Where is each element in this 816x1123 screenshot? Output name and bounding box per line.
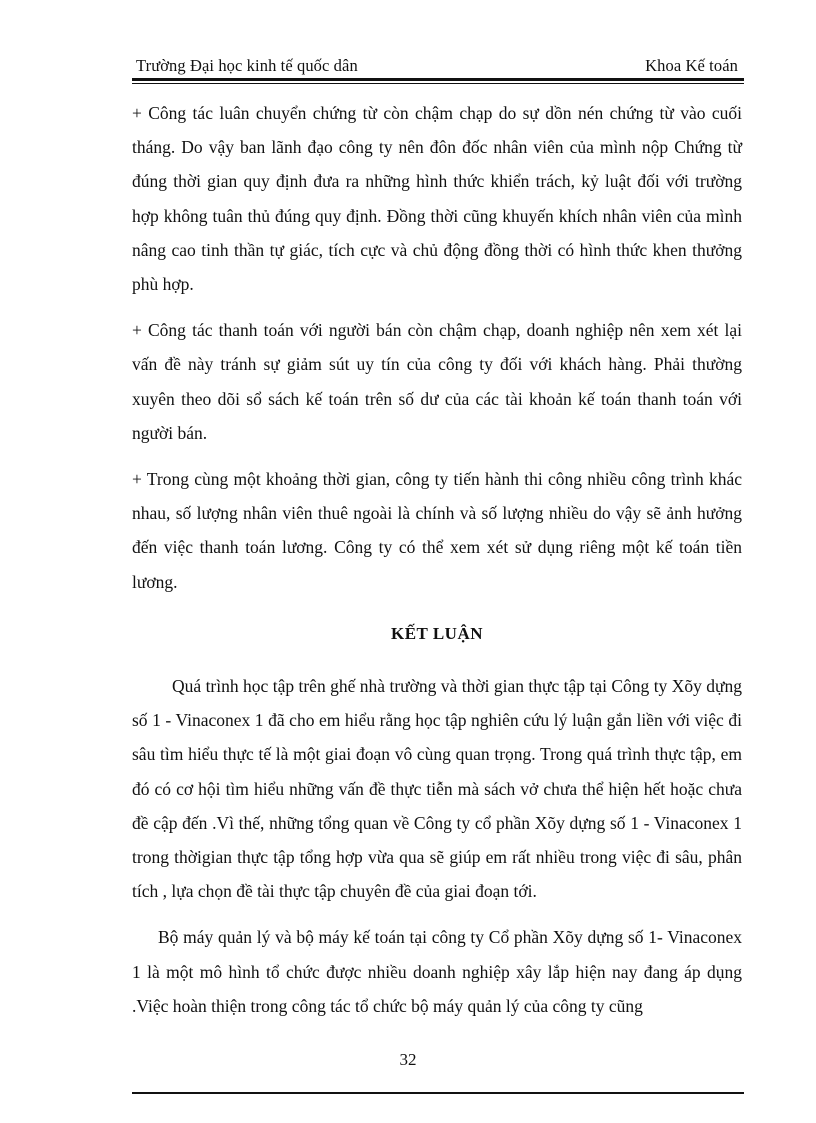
paragraph-payroll: + Trong cùng một khoảng thời gian, công ty tiến hành thi công nhiều công trình khác nhau, số lượng nhân viên thuê ngoài là chính và số lượng nhiều do vậy sẽ ảnh hưởng đến việc thanh toán lương. Công ty có thể xem xét sử dụng riêng một kế toán tiền lương. <box>132 469 742 592</box>
paragraph-supplier-payment: + Công tác thanh toán với người bán còn chậm chạp, doanh nghiệp nên xem xét lại vấn đề này tránh sự giảm sút uy tín của công ty đối với khách hàng. Phải thường xuyên theo dõi sổ sách kế toán trên số dư của các tài khoản kế toán thanh toán với người bán. <box>132 320 742 443</box>
page-number: 32 <box>399 1050 417 1069</box>
header-rule-thick <box>132 78 744 81</box>
document-body <box>132 96 742 1035</box>
page-header <box>132 52 744 76</box>
paragraph-conclusion-management: Bộ máy quản lý và bộ máy kế toán tại công ty Cổ phần Xõy dựng số 1- Vinaconex 1 là một mô hình tổ chức được nhiều doanh nghiệp xây lắp hiện nay đang áp dụng .Việc hoàn thiện trong công tác tổ chức bộ máy quản lý của công ty cũng <box>132 927 742 1016</box>
footer-rule <box>132 1092 744 1094</box>
header-rule-thin <box>132 83 744 84</box>
header-school-name: Trường Đại học kinh tế quốc dân <box>136 56 358 75</box>
header-department: Khoa Kế toán <box>645 56 738 75</box>
conclusion-heading: KẾT LUẬN <box>390 623 483 643</box>
paragraph-conclusion-study: Quá trình học tập trên ghế nhà trường và thời gian thực tập tại Công ty Xõy dựng số 1 - Vinaconex 1 đã cho em hiểu rằng học tập nghiên cứu lý luận gắn liền với việc đi sâu tìm hiểu thực tế là một giai đoạn vô cùng quan trọng. Trong quá trình thực tập, em đó có cơ hội tìm hiểu những vấn đề thực tiễn mà sách vở chưa thể hiện hết hoặc chưa đề cập đến .Vì thế, những tổng quan về Công ty cổ phần Xõy dựng số 1 - Vinaconex 1 trong thờigian thực tập tổng hợp vừa qua sẽ giúp em rất nhiều trong việc đi sâu, phân tích , lựa chọn đề tài thực tập chuyên đề của giai đoạn tới. <box>132 676 742 902</box>
paragraph-document-transfer: + Công tác luân chuyển chứng từ còn chậm chạp do sự dồn nén chứng từ vào cuối tháng. Do vậy ban lãnh đạo công ty nên đôn đốc nhân viên của mình nộp Chứng từ đúng thời gian quy định đưa ra những hình thức khiển trách, kỷ luật đối với trường hợp không tuân thủ đúng quy định. Đồng thời cũng khuyến khích nhân viên của mình nâng cao tinh thần tự giác, tích cực và chủ động đồng thời có hình thức khen thưởng phù hợp. <box>132 103 742 295</box>
